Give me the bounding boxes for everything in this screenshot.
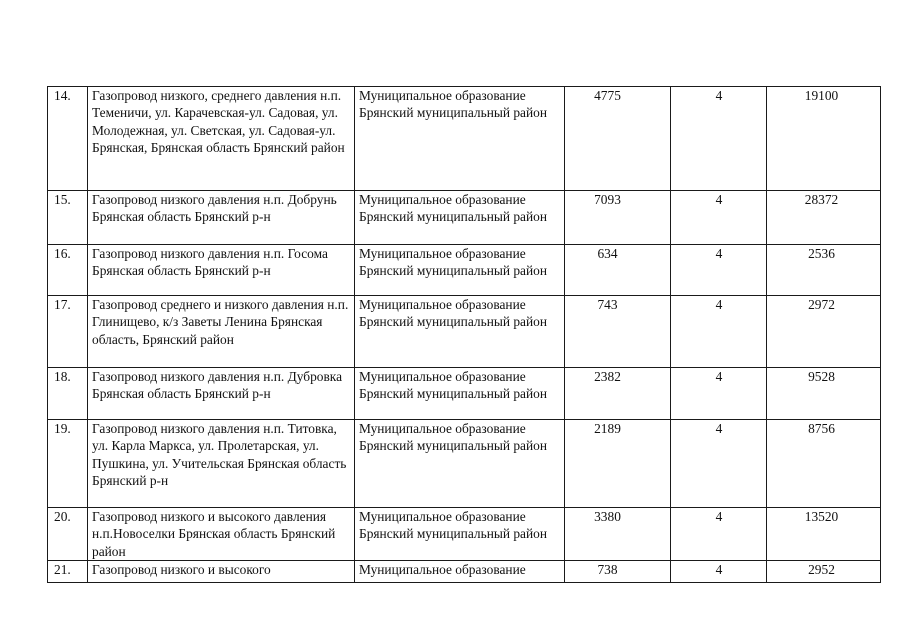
total-value: 13520 bbox=[767, 508, 881, 561]
pipeline-name: Газопровод низкого давления н.п. Госома Брянская область Брянский р-н bbox=[88, 245, 355, 296]
row-number: 17. bbox=[48, 296, 88, 368]
pipeline-length: 4775 bbox=[565, 87, 671, 191]
owner: Муниципальное образование Брянский муниципальный район bbox=[355, 87, 565, 191]
pipeline-name: Газопровод среднего и низкого давления н.п. Глинищево, к/з Заветы Ленина Брянская область, Брянский район bbox=[88, 296, 355, 368]
table-row bbox=[48, 296, 881, 368]
pipeline-name: Газопровод низкого и высокого давления н.п.Новоселки Брянская область Брянский район bbox=[88, 508, 355, 561]
rate-value: 4 bbox=[671, 296, 767, 368]
table-row bbox=[48, 87, 881, 191]
pipeline-length: 743 bbox=[565, 296, 671, 368]
total-value: 19100 bbox=[767, 87, 881, 191]
pipeline-name: Газопровод низкого и высокого bbox=[88, 561, 355, 583]
row-number: 14. bbox=[48, 87, 88, 191]
pipeline-length: 3380 bbox=[565, 508, 671, 561]
table-row bbox=[48, 420, 881, 508]
table-row bbox=[48, 561, 881, 583]
row-number: 21. bbox=[48, 561, 88, 583]
total-value: 8756 bbox=[767, 420, 881, 508]
row-number: 18. bbox=[48, 368, 88, 420]
pipeline-length: 7093 bbox=[565, 191, 671, 245]
row-number: 15. bbox=[48, 191, 88, 245]
owner: Муниципальное образование bbox=[355, 561, 565, 583]
gas-pipeline-table bbox=[47, 86, 881, 583]
rate-value: 4 bbox=[671, 191, 767, 245]
pipeline-name: Газопровод низкого давления н.п. Добрунь Брянская область Брянский р-н bbox=[88, 191, 355, 245]
total-value: 9528 bbox=[767, 368, 881, 420]
pipeline-length: 2382 bbox=[565, 368, 671, 420]
total-value: 2952 bbox=[767, 561, 881, 583]
rate-value: 4 bbox=[671, 245, 767, 296]
pipeline-length: 738 bbox=[565, 561, 671, 583]
pipeline-name: Газопровод низкого давления н.п. Титовка, ул. Карла Маркса, ул. Пролетарская, ул. Пушкина, ул. Учительская Брянская область Брянский р-н bbox=[88, 420, 355, 508]
row-number: 16. bbox=[48, 245, 88, 296]
rate-value: 4 bbox=[671, 508, 767, 561]
row-number: 20. bbox=[48, 508, 88, 561]
owner: Муниципальное образование Брянский муниципальный район bbox=[355, 245, 565, 296]
pipeline-name: Газопровод низкого давления н.п. Дубровка Брянская область Брянский р-н bbox=[88, 368, 355, 420]
pipeline-length: 634 bbox=[565, 245, 671, 296]
table-row bbox=[48, 508, 881, 561]
owner: Муниципальное образование Брянский муниципальный район bbox=[355, 368, 565, 420]
rate-value: 4 bbox=[671, 87, 767, 191]
owner: Муниципальное образование Брянский муниципальный район bbox=[355, 191, 565, 245]
total-value: 2972 bbox=[767, 296, 881, 368]
rate-value: 4 bbox=[671, 368, 767, 420]
owner: Муниципальное образование Брянский муниципальный район bbox=[355, 296, 565, 368]
rate-value: 4 bbox=[671, 561, 767, 583]
owner: Муниципальное образование Брянский муниципальный район bbox=[355, 420, 565, 508]
owner: Муниципальное образование Брянский муниципальный район bbox=[355, 508, 565, 561]
table-row bbox=[48, 245, 881, 296]
total-value: 2536 bbox=[767, 245, 881, 296]
row-number: 19. bbox=[48, 420, 88, 508]
rate-value: 4 bbox=[671, 420, 767, 508]
table-row bbox=[48, 368, 881, 420]
pipeline-length: 2189 bbox=[565, 420, 671, 508]
table-row bbox=[48, 191, 881, 245]
total-value: 28372 bbox=[767, 191, 881, 245]
pipeline-name: Газопровод низкого, среднего давления н.п. Теменичи, ул. Карачевская-ул. Садовая, ул. Молодежная, ул. Светская, ул. Садовая-ул. Брянская, Брянская область Брянский район bbox=[88, 87, 355, 191]
